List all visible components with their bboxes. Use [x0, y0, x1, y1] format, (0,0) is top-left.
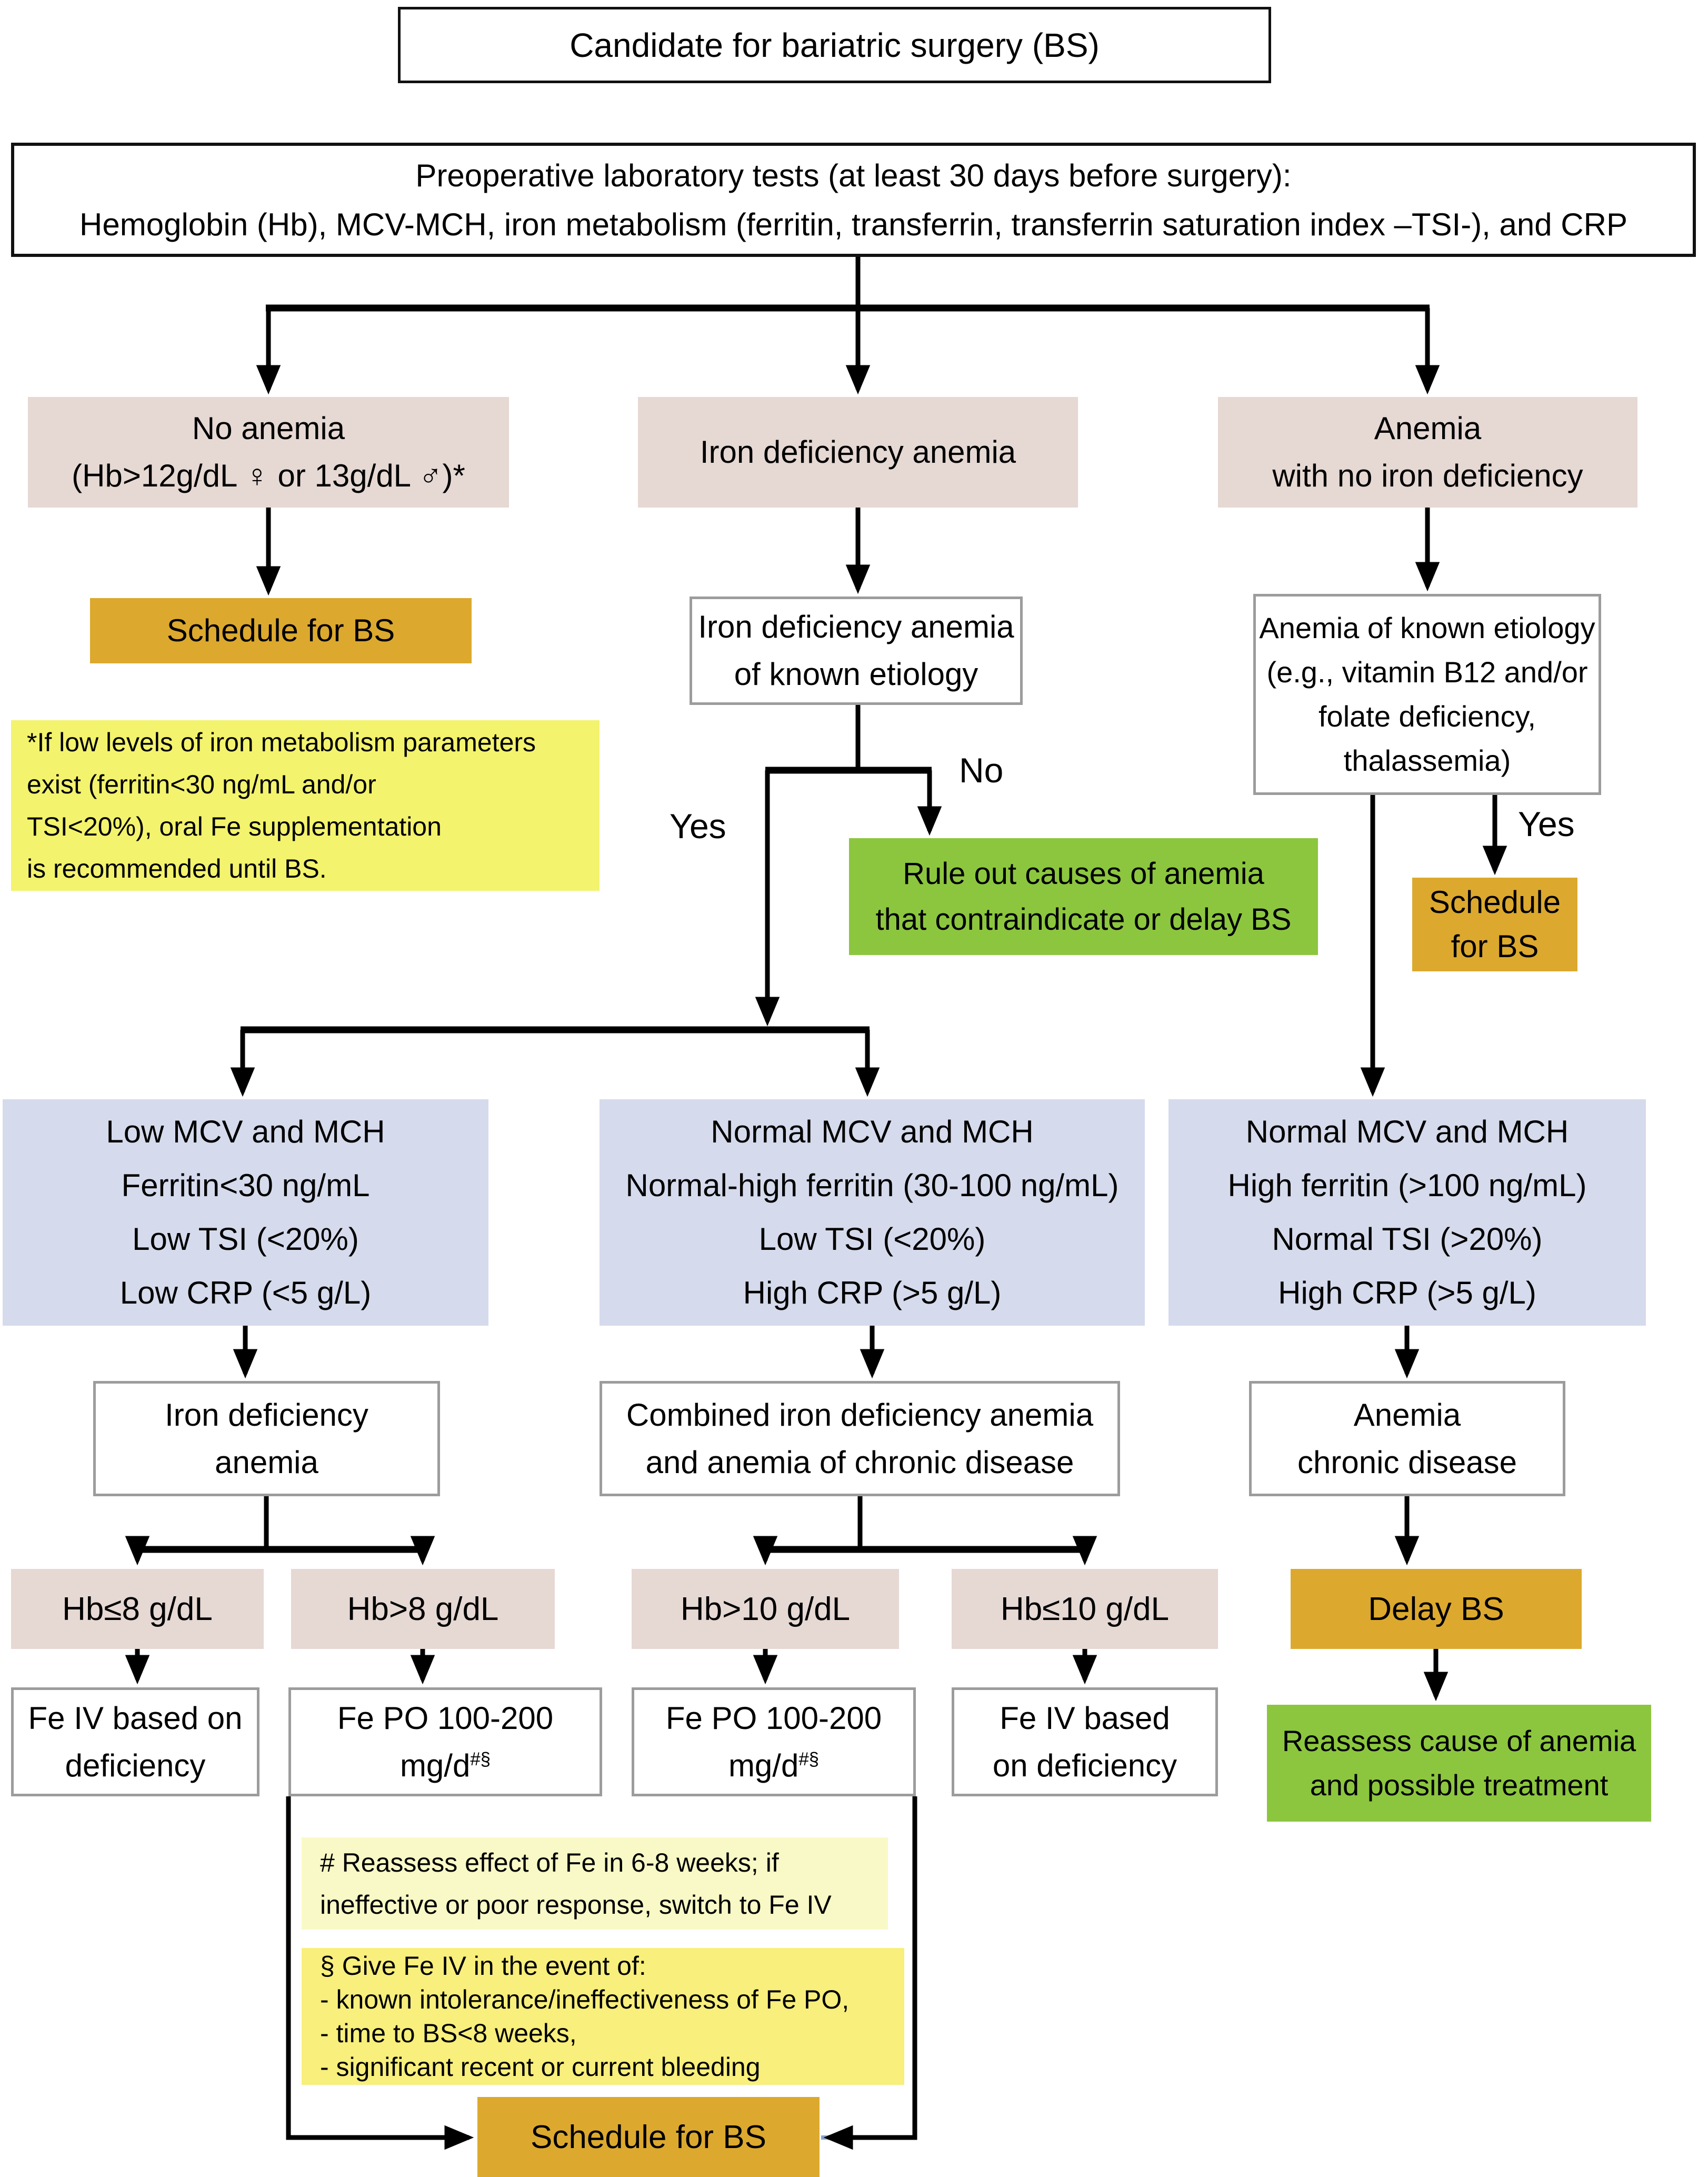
text-line: Iron deficiency anemia [700, 434, 1016, 470]
text-line: (Hb>12g/dL ♀ or 13g/dL ♂)* [72, 458, 465, 493]
text-line: of known etiology [734, 657, 978, 692]
text-line: with no iron deficiency [1272, 458, 1583, 493]
node-iron-deficiency-anemia [638, 397, 1078, 508]
text-line: Reassess cause of anemia [1282, 1724, 1636, 1757]
node-anemia-known-etiology [1253, 594, 1601, 795]
text-line: Iron deficiency [165, 1397, 368, 1433]
text-line: Preoperative laboratory tests (at least 30 days before surgery): [415, 157, 1292, 193]
footnote-marker: #§ [798, 1748, 820, 1770]
text-line: # Reassess effect of Fe in 6-8 weeks; if [320, 1847, 779, 1877]
text-line: *If low levels of iron metabolism parameters [27, 728, 536, 757]
text-line: Iron deficiency anemia [698, 609, 1014, 644]
text-line: Hb>8 g/dL [347, 1590, 499, 1627]
note-asterisk [11, 720, 600, 891]
text-line: - time to BS<8 weeks, [320, 2019, 577, 2048]
node-lab-profile-acd [1168, 1099, 1646, 1326]
text-line: Fe PO 100-200 [665, 1700, 882, 1736]
node-hb-le-8 [11, 1569, 264, 1649]
node-ida-known-etiology [690, 597, 1023, 705]
text-line: and anemia of chronic disease [645, 1444, 1074, 1480]
node-fe-iv-2 [952, 1687, 1218, 1796]
text-line: Normal-high ferritin (30-100 ng/mL) [625, 1168, 1119, 1203]
text-line: Fe IV based [1000, 1700, 1170, 1736]
label-yes-right: Yes [1518, 804, 1575, 843]
label-no-middle: No [959, 751, 1004, 790]
node-dx-anemia-chronic-disease [1249, 1381, 1565, 1496]
text-line: mg/d#§ [399, 1747, 491, 1783]
text-line: Hb≤8 g/dL [62, 1590, 213, 1627]
text-line: Schedule for BS [166, 613, 395, 648]
text-line: High ferritin (>100 ng/mL) [1227, 1168, 1587, 1203]
node-lab-profile-ida [3, 1099, 488, 1326]
node-schedule-for-bs-bottom [477, 2097, 820, 2177]
node-fe-iv-1 [11, 1687, 259, 1796]
text-line: Candidate for bariatric surgery (BS) [570, 26, 1100, 64]
node-anemia-no-iron-deficiency [1218, 397, 1637, 508]
text-line: Anemia [1374, 411, 1482, 446]
text-line: anemia [215, 1444, 318, 1480]
text-line: High CRP (>5 g/L) [743, 1275, 1002, 1310]
node-no-anemia [28, 397, 509, 508]
text-line: TSI<20%), oral Fe supplementation [27, 812, 442, 841]
text-line: chronic disease [1297, 1444, 1517, 1480]
text-line: Low CRP (<5 g/L) [119, 1275, 372, 1310]
node-hb-gt-10 [632, 1569, 899, 1649]
text-line: Normal MCV and MCH [711, 1114, 1034, 1149]
text-line: (e.g., vitamin B12 and/or [1266, 655, 1588, 689]
node-lab-profile-combined [600, 1099, 1145, 1326]
node-rule-out-causes [849, 838, 1318, 955]
note-section [302, 1948, 904, 2085]
text-line: for BS [1451, 929, 1539, 964]
node-schedule-for-bs-right [1412, 878, 1577, 971]
text-line: Normal MCV and MCH [1245, 1114, 1569, 1149]
text-line: § Give Fe IV in the event of: [320, 1951, 646, 1981]
text-line: No anemia [192, 411, 345, 446]
label-yes-middle: Yes [670, 807, 726, 846]
text-line: Hb>10 g/dL [680, 1590, 851, 1627]
text-line: thalassemia) [1343, 744, 1511, 777]
text-line: Schedule for BS [530, 2119, 767, 2155]
text-line: Fe IV based on [28, 1700, 243, 1736]
node-dx-iron-deficiency-anemia [93, 1381, 440, 1496]
text-line: Ferritin<30 ng/mL [121, 1168, 370, 1203]
text-line: Low TSI (<20%) [132, 1221, 359, 1257]
footnote-marker: #§ [470, 1748, 491, 1770]
text-line: exist (ferritin<30 ng/mL and/or [27, 770, 376, 799]
text-line: is recommended until BS. [27, 854, 327, 883]
node-schedule-for-bs-left [90, 598, 472, 663]
node-dx-combined-anemia [600, 1381, 1120, 1496]
text-line: that contraindicate or delay BS [875, 902, 1292, 937]
text-line: - known intolerance/ineffectiveness of Fe PO, [320, 1985, 850, 2014]
node-fe-po-2 [632, 1687, 916, 1796]
text-line: folate deficiency, [1319, 700, 1536, 733]
text-line: Fe PO 100-200 [337, 1700, 554, 1736]
text-line: Anemia [1353, 1397, 1461, 1433]
text-line: - significant recent or current bleeding [320, 2052, 761, 2082]
text-line: on deficiency [992, 1747, 1177, 1783]
text-line: Low TSI (<20%) [758, 1221, 986, 1257]
text-line: deficiency [65, 1747, 206, 1783]
node-title [398, 7, 1271, 83]
text-line: and possible treatment [1310, 1768, 1609, 1802]
node-hb-gt-8 [291, 1569, 555, 1649]
text-line: Hemoglobin (Hb), MCV-MCH, iron metabolism (ferritin, transferrin, transferrin saturation index –TSI-), and CRP [79, 206, 1627, 242]
text-line: Anemia of known etiology [1259, 611, 1595, 644]
text-line: Hb≤10 g/dL [1000, 1590, 1170, 1627]
text-line: Delay BS [1368, 1590, 1504, 1627]
text-line: mg/d#§ [728, 1747, 820, 1783]
node-preop-lab-tests [11, 143, 1696, 257]
node-reassess-cause [1267, 1705, 1651, 1822]
text-line: Rule out causes of anemia [903, 857, 1264, 891]
text-line: ineffective or poor response, switch to Fe IV [320, 1890, 832, 1920]
text-line: High CRP (>5 g/L) [1278, 1275, 1536, 1310]
note-hash [302, 1837, 888, 1930]
node-fe-po-1 [288, 1687, 602, 1796]
node-delay-bs [1291, 1569, 1582, 1649]
text-line: Schedule [1429, 884, 1561, 920]
text-line: Low MCV and MCH [106, 1114, 385, 1149]
text-line: Normal TSI (>20%) [1272, 1221, 1543, 1257]
node-hb-le-10 [952, 1569, 1218, 1649]
text-line: Combined iron deficiency anemia [626, 1397, 1094, 1433]
